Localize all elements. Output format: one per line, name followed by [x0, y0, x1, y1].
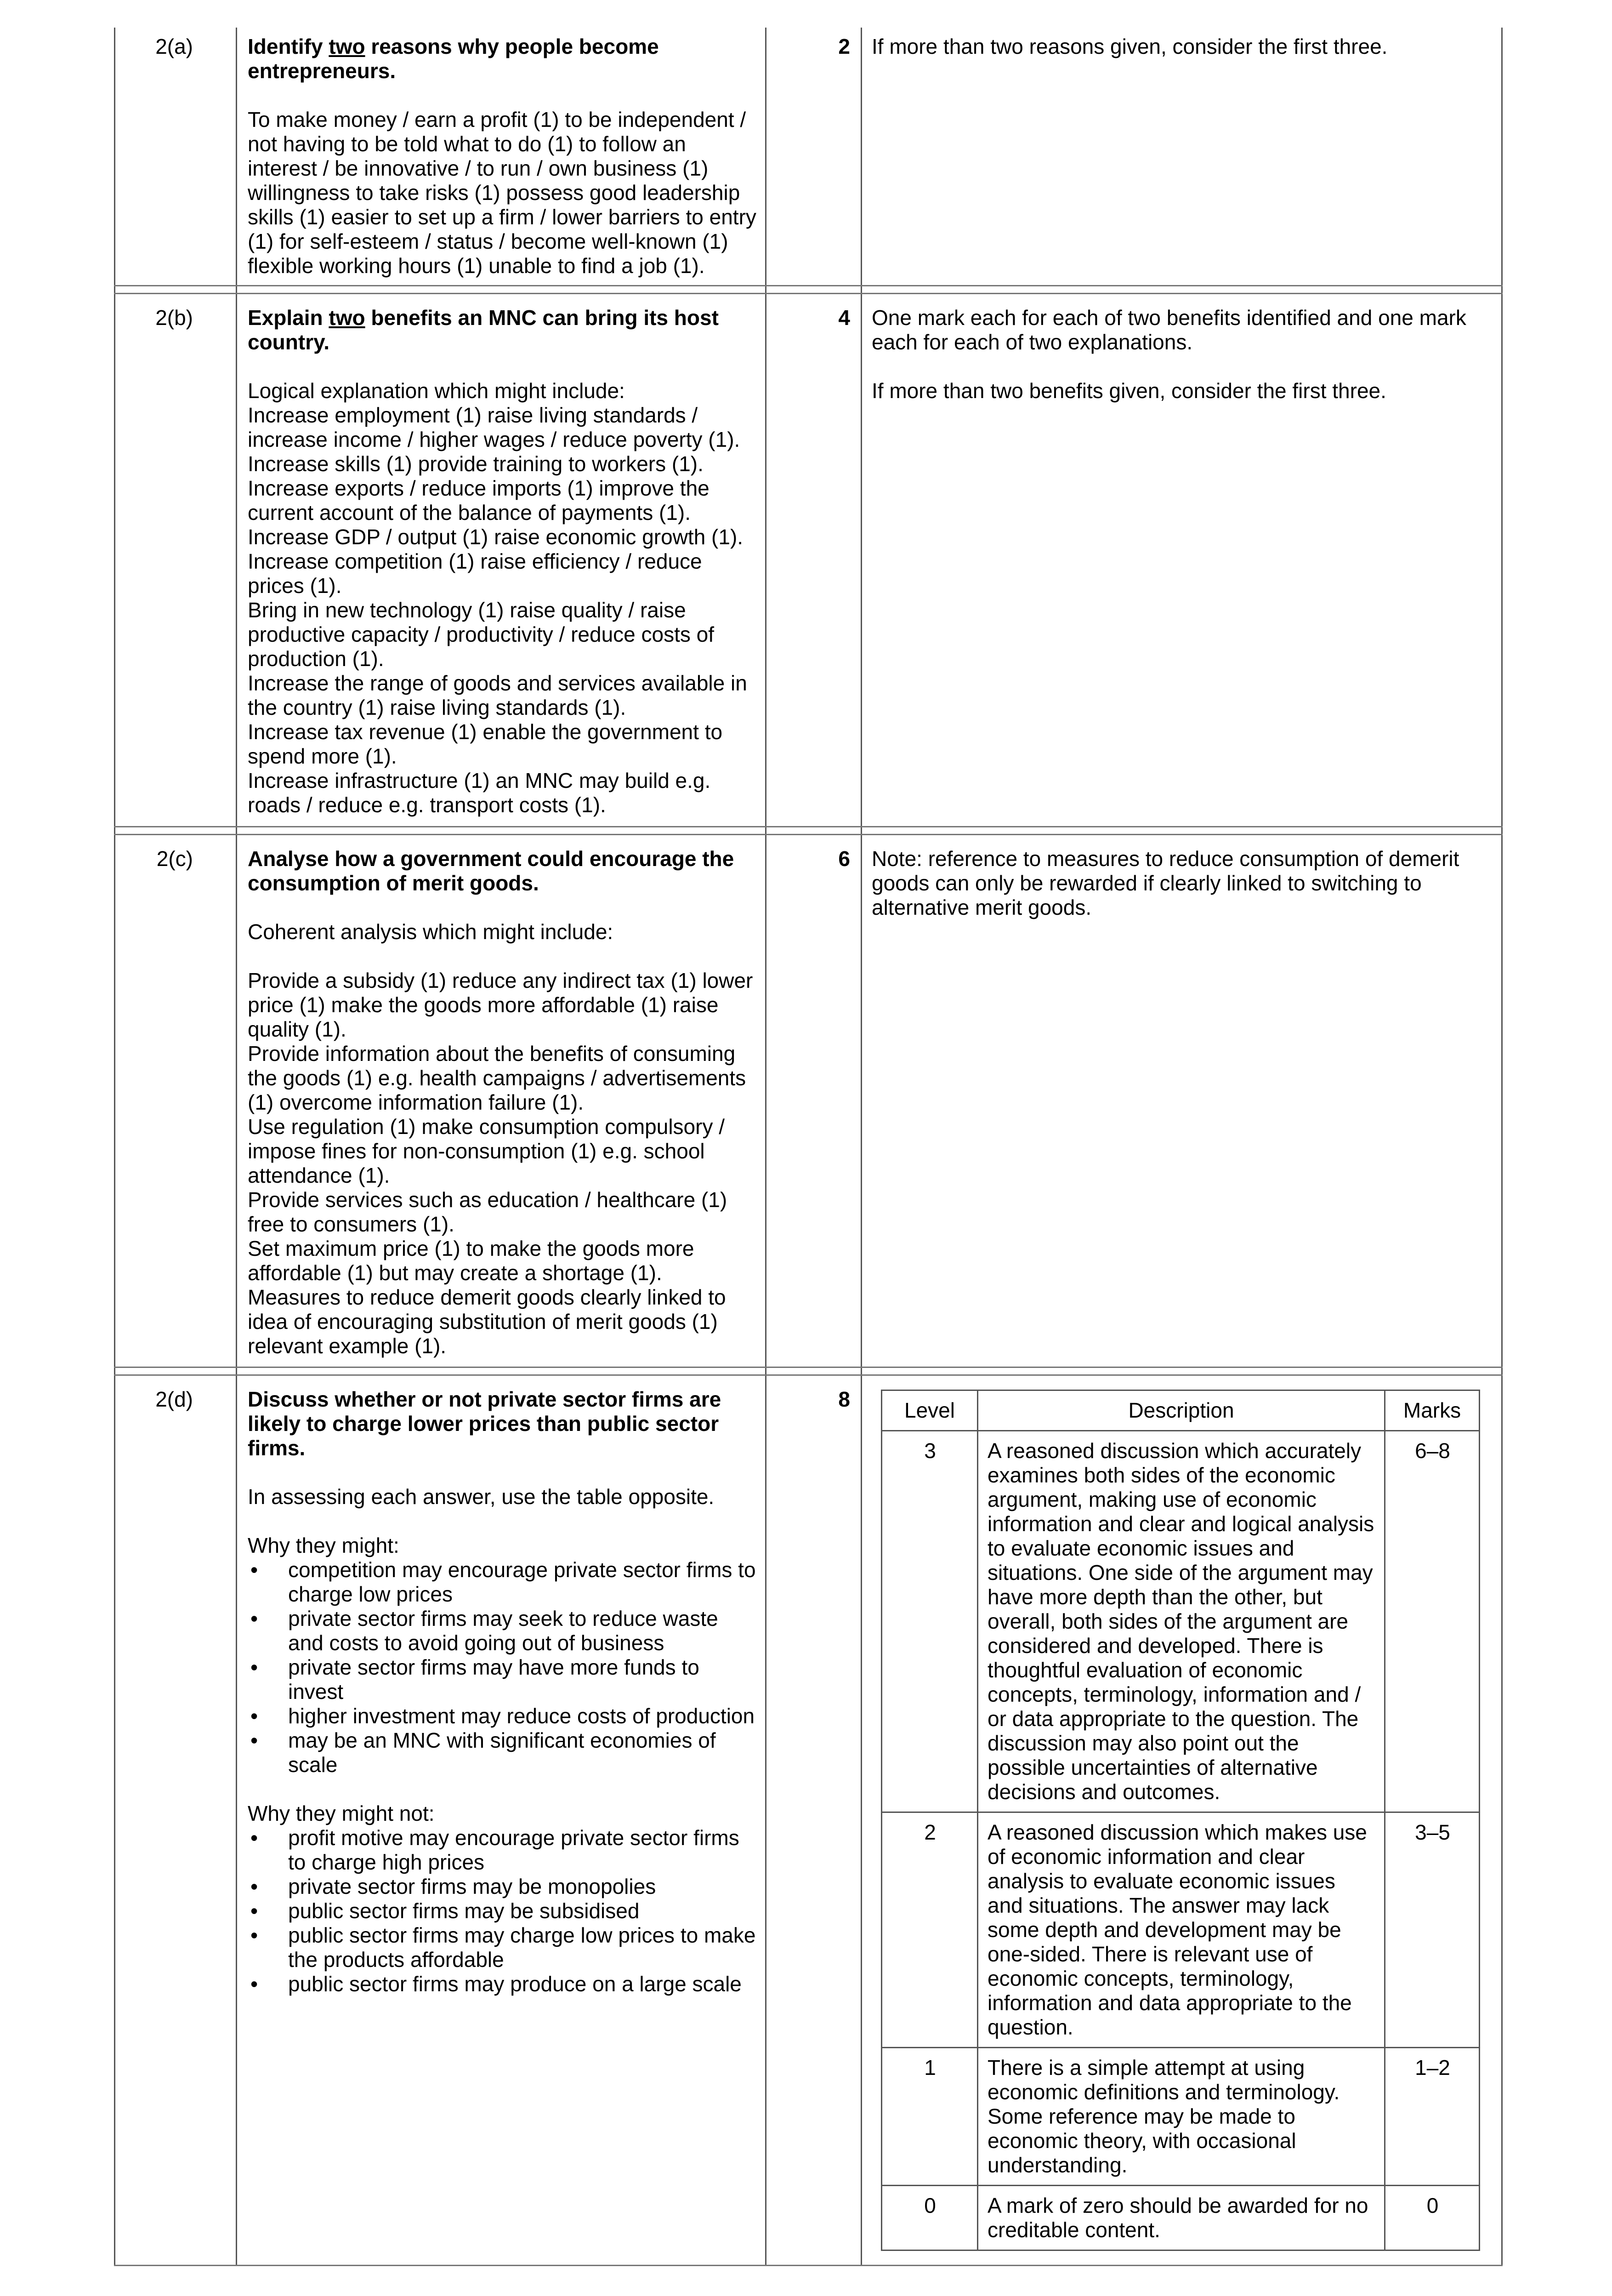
answer-line: Provide a subsidy (1) reduce any indirect tax (1) lower price (1) make the goods more affordable (1) raise quality (1).: [248, 969, 753, 1041]
answer-line: Increase GDP / output (1) raise economic growth (1).: [248, 525, 744, 549]
list-item: • competition may encourage private sector firms to charge low prices: [248, 1558, 758, 1607]
list-item: • private sector firms may be monopolies: [248, 1874, 758, 1899]
question-prompt: Discuss whether or not private sector firms are likely to charge lower prices than public sector firms.: [248, 1387, 721, 1460]
row-separator: [114, 1367, 1503, 1368]
answer-line: Set maximum price (1) to make the goods more affordable (1) but may create a shortage (1).: [248, 1236, 694, 1285]
answer-intro: Coherent analysis which might include:: [248, 920, 613, 944]
answer-line: Measures to reduce demerit goods clearly linked to idea of encouraging substitution of merit goods (1) relevant example (1).: [248, 1285, 726, 1358]
answer-intro: In assessing each answer, use the table opposite.: [248, 1485, 715, 1509]
marks-cell: 0: [1385, 2186, 1480, 2250]
description-cell: A reasoned discussion which makes use of economic information and clear analysis to evaluate economic issues and situations. The answer may lack some depth and development may be one-sided. There is relevant use of economic concepts, terminology, information and data appropriate to the question.: [978, 1812, 1385, 2048]
description-cell: A reasoned discussion which accurately examines both sides of the economic argument, making use of economic information and clear and logical analysis to evaluate economic issues and situations. One side of the argument may have more depth than the other, but overall, both sides of the argument are considered and developed. There is thoughtful evaluation of economic concepts, terminology, information and / or data appropriate to the question. The discussion may also point out the possible uncertainties of alternative decisions and outcomes.: [978, 1431, 1385, 1812]
column-border: [236, 28, 237, 2266]
level-cell: 3: [882, 1431, 978, 1812]
answer-intro: Logical explanation which might include:: [248, 379, 625, 403]
question-prompt: Analyse how a government could encourage the consumption of merit goods.: [248, 847, 734, 895]
answer-line: Increase infrastructure (1) an MNC may build e.g. roads / reduce e.g. transport costs (1).: [248, 769, 711, 817]
level-descriptor-table: [881, 1390, 1480, 2251]
marks-cell: 6–8: [1385, 1431, 1480, 1812]
marks-cell: 3–5: [1385, 1812, 1480, 2048]
question-number: 2(c): [156, 847, 193, 871]
column-border: [1501, 28, 1503, 2266]
description-cell: A mark of zero should be awarded for no creditable content.: [978, 2186, 1385, 2250]
answer-line: Increase tax revenue (1) enable the government to spend more (1).: [248, 720, 723, 768]
list-item: • higher investment may reduce costs of production: [248, 1704, 758, 1728]
description-cell: There is a simple attempt at using economic definitions and terminology. Some reference may be made to economic theory, with occasional understanding.: [978, 2048, 1385, 2186]
column-border: [765, 28, 766, 2266]
question-number: 2(b): [155, 306, 193, 330]
column-border: [114, 28, 115, 2266]
marks-value: 2: [838, 34, 850, 58]
list-item: • private sector firms may have more funds to invest: [248, 1655, 758, 1704]
question-number: 2(d): [155, 1387, 193, 1411]
answer-line: Increase exports / reduce imports (1) improve the current account of the balance of payments (1).: [248, 476, 710, 524]
row-separator: [114, 285, 1503, 286]
guidance-content: [872, 34, 1487, 59]
list-item: • may be an MNC with significant economies of scale: [248, 1728, 758, 1777]
table-row: [882, 2048, 1480, 2186]
description-column-header: Description: [978, 1390, 1385, 1431]
marks-value: 8: [838, 1387, 850, 1411]
level-column-header: Level: [882, 1390, 978, 1431]
column-border: [861, 28, 862, 2266]
row-separator: [114, 1374, 1503, 1376]
marks-column-header: Marks: [1385, 1390, 1480, 1431]
level-cell: 0: [882, 2186, 978, 2250]
question-number: 2(a): [155, 34, 193, 58]
against-points-list: [248, 1826, 758, 1996]
marks-value: 6: [838, 847, 850, 871]
answer-line: Increase employment (1) raise living standards / increase income / higher wages / reduce poverty (1).: [248, 403, 740, 451]
guidance-text: Note: reference to measures to reduce consumption of demerit goods can only be rewarded if clearly linked to switching to alternative merit goods.: [872, 847, 1459, 919]
guidance-text: One mark each for each of two benefits identified and one mark each for each of two explanations.: [872, 306, 1466, 354]
level-cell: 1: [882, 2048, 978, 2186]
list-item: • public sector firms may be subsidised: [248, 1899, 758, 1923]
guidance-text: If more than two reasons given, consider the first three.: [872, 34, 1388, 58]
row-separator: [114, 293, 1503, 294]
for-heading: Why they might:: [248, 1533, 399, 1557]
guidance-content: [872, 847, 1487, 920]
table-bottom-border: [114, 2265, 1503, 2266]
marks-cell: 1–2: [1385, 2048, 1480, 2186]
question-content: [248, 34, 758, 278]
list-item: • private sector firms may seek to reduce waste and costs to avoid going out of business: [248, 1607, 758, 1655]
question-content: [248, 847, 758, 1358]
list-item: • public sector firms may produce on a large scale: [248, 1972, 758, 1996]
guidance-content: [872, 306, 1487, 403]
answer-line: Use regulation (1) make consumption compulsory / impose fines for non-consumption (1) e.g. school attendance (1).: [248, 1115, 725, 1187]
table-row: [882, 2186, 1480, 2250]
answer-line: Increase the range of goods and services available in the country (1) raise living standards (1).: [248, 671, 747, 719]
guidance-text: If more than two benefits given, consider the first three.: [872, 379, 1386, 403]
table-row: [882, 1812, 1480, 2048]
list-item: • profit motive may encourage private sector firms to charge high prices: [248, 1826, 758, 1874]
row-separator: [114, 826, 1503, 827]
question-prompt: Explain two benefits an MNC can bring its host country.: [248, 306, 719, 354]
row-separator: [114, 834, 1503, 835]
marks-value: 4: [838, 306, 850, 330]
level-cell: 2: [882, 1812, 978, 2048]
answer-line: Increase skills (1) provide training to workers (1).: [248, 452, 704, 476]
answer-line: Provide information about the benefits of consuming the goods (1) e.g. health campaigns / advertisements (1) overcome information failure (1).: [248, 1042, 746, 1114]
answer-text: To make money / earn a profit (1) to be independent / not having to be told what to do (1) to follow an interest / be innovative / to run / own business (1) willingness to take risks (1) possess good leadership skills (1) easier to set up a firm / lower barriers to entry (1) for self-esteem / status / become well-known (1) flexible working hours (1) unable to find a job (1).: [248, 108, 756, 278]
answer-line: Bring in new technology (1) raise quality / raise productive capacity / productivity / reduce costs of production (1).: [248, 598, 715, 671]
answer-line: Increase competition (1) raise efficiency / reduce prices (1).: [248, 549, 702, 598]
table-row: [882, 1431, 1480, 1812]
against-heading: Why they might not:: [248, 1801, 435, 1825]
list-item: • public sector firms may charge low prices to make the products affordable: [248, 1923, 758, 1972]
question-content: [248, 306, 758, 817]
table-header-row: [882, 1390, 1480, 1431]
answer-line: Provide services such as education / healthcare (1) free to consumers (1).: [248, 1188, 727, 1236]
question-content: [248, 1387, 758, 1996]
for-points-list: [248, 1558, 758, 1777]
question-prompt: Identify two reasons why people become entrepreneurs.: [248, 34, 659, 83]
